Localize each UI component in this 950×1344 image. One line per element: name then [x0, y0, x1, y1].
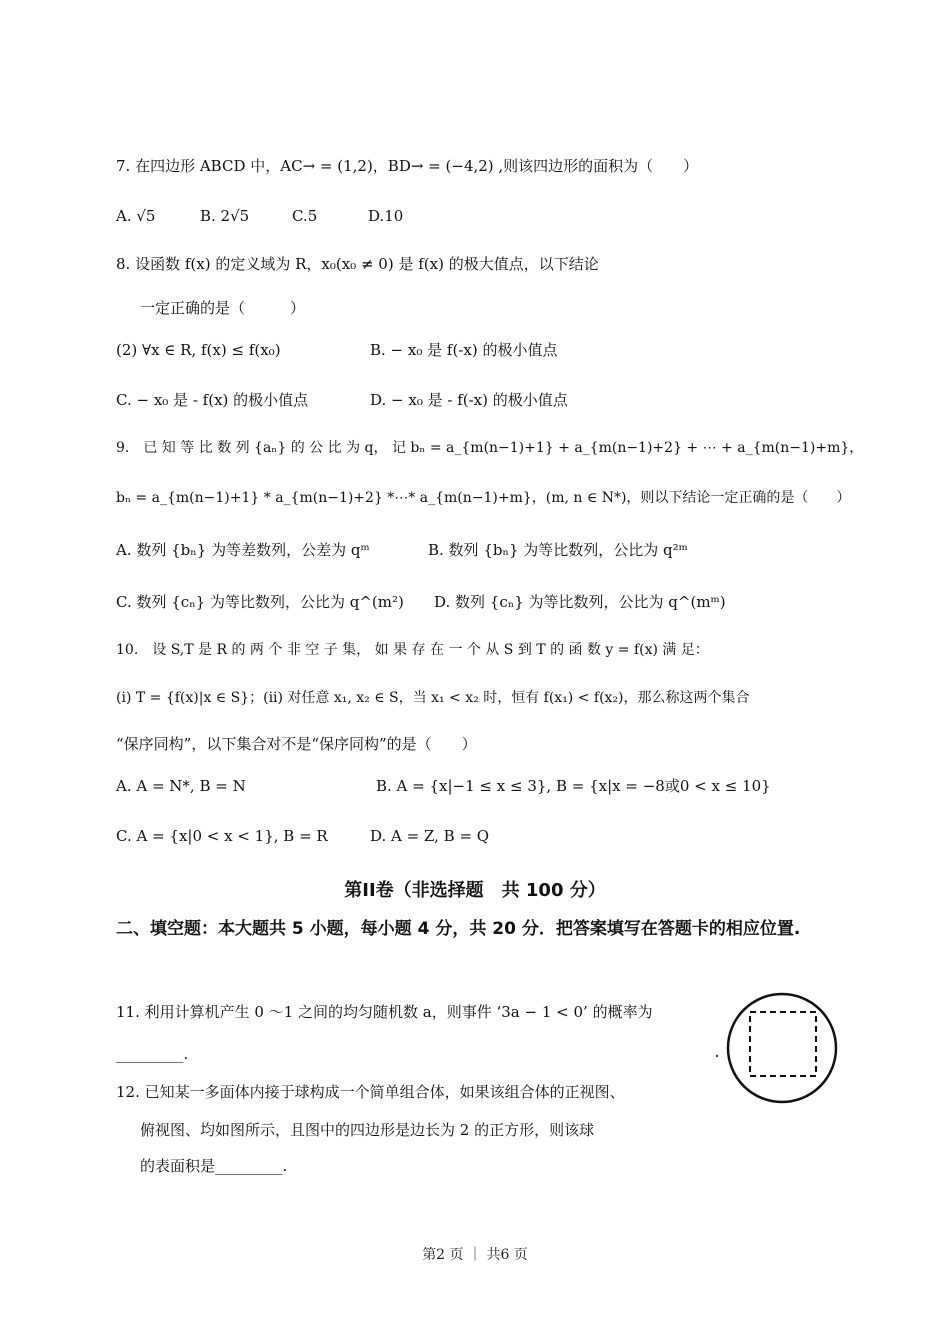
q9-stem: 9. 已 知 等 比 数 列 {aₙ} 的 公 比 为 q， 记 bₙ = a_{m(n−1)+1} + a_{m(n−1)+2} + ⋯ + a_{m(n−1)+m}， [116, 440, 864, 456]
q9-option-a: A. 数列 {bₙ} 为等差数列，公差为 qᵐ [116, 541, 370, 559]
q7-option-d: D.10 [368, 207, 404, 225]
q7-stem: 7. 在四边形 ABCD 中，AC→ = (1,2)，BD→ = (−4,2) ,则该四边形的面积为（ ） [116, 157, 699, 175]
q12-stem: 12. 已知某一多面体内接于球构成一个简单组合体，如果该组合体的正视图、 [116, 1083, 625, 1101]
q8-option-c: C. − x₀ 是 - f(x) 的极小值点 [116, 391, 309, 409]
q8-stem-2: 一定正确的是（ ） [140, 299, 306, 317]
part2-title: 第II卷（非选择题 共 100 分） [344, 880, 606, 901]
q10-option-c: C. A = {x|0 < x < 1}, B = R [116, 827, 328, 845]
q10-stem: 10. 设 S,T 是 R 的 两 个 非 空 子 集， 如 果 存 在 一 个 从 S 到 T 的 函 数 y = f(x) 满 足： [116, 642, 709, 658]
q9-stem-2: bₙ = a_{m(n−1)+1} * a_{m(n−1)+2} *⋯* a_{m(n−1)+m}，(m, n ∈ N*)，则以下结论一定正确的是（ ） [116, 490, 851, 506]
inscribed-square [750, 1012, 816, 1076]
q8-option-b: B. − x₀ 是 f(-x) 的极小值点 [370, 341, 558, 359]
q9-option-c: C. 数列 {cₙ} 为等比数列，公比为 q^(m²) [116, 593, 404, 611]
figure-dot [716, 1055, 718, 1057]
q8-stem: 8. 设函数 f(x) 的定义域为 R，x₀(x₀ ≠ 0) 是 f(x) 的极大值点，以下结论 [116, 255, 599, 273]
q10-stem-3: “保序同构”，以下集合对不是“保序同构”的是（ ） [116, 735, 477, 753]
q9-option-b: B. 数列 {bₙ} 为等比数列，公比为 q²ᵐ [428, 541, 688, 559]
q10-option-b: B. A = {x|−1 ≤ x ≤ 3}, B = {x|x = −8或0 < x ≤ 10} [376, 777, 771, 795]
q8-option-d: D. − x₀ 是 - f(-x) 的极小值点 [370, 391, 568, 409]
q11-blank: _________. [116, 1045, 189, 1063]
sphere-view-figure [714, 990, 854, 1114]
q12-stem-3: 的表面积是_________. [140, 1157, 288, 1175]
q10-stem-2: (i) T = {f(x)|x ∈ S}；(ii) 对任意 x₁, x₂ ∈ S，当 x₁ < x₂ 时，恒有 f(x₁) < f(x₂)，那么称这两个集合 [116, 690, 750, 706]
page-footer: 第2 页 ｜ 共6 页 [422, 1247, 528, 1263]
section2-heading: 二、填空题：本大题共 5 小题，每小题 4 分，共 20 分．把答案填写在答题卡的相应位置. [116, 919, 801, 939]
sphere-circle [728, 994, 836, 1102]
q7-option-b: B. 2√5 [200, 207, 250, 225]
q12-stem-2: 俯视图、均如图所示，且图中的四边形是边长为 2 的正方形，则该球 [140, 1121, 595, 1139]
q7-option-a: A. √5 [116, 207, 156, 225]
q9-option-d: D. 数列 {cₙ} 为等比数列，公比为 q^(mᵐ) [434, 593, 726, 611]
q10-option-a: A. A = N*, B = N [116, 777, 246, 795]
q8-option-a: (2) ∀x ∈ R, f(x) ≤ f(x₀) [116, 341, 281, 359]
q11-stem: 11. 利用计算机产生 0 ～1 之间的均匀随机数 a，则事件 ‘3a − 1 < 0’ 的概率为 [116, 1003, 653, 1021]
q7-option-c: C.5 [292, 207, 318, 225]
q10-option-d: D. A = Z, B = Q [370, 827, 490, 845]
